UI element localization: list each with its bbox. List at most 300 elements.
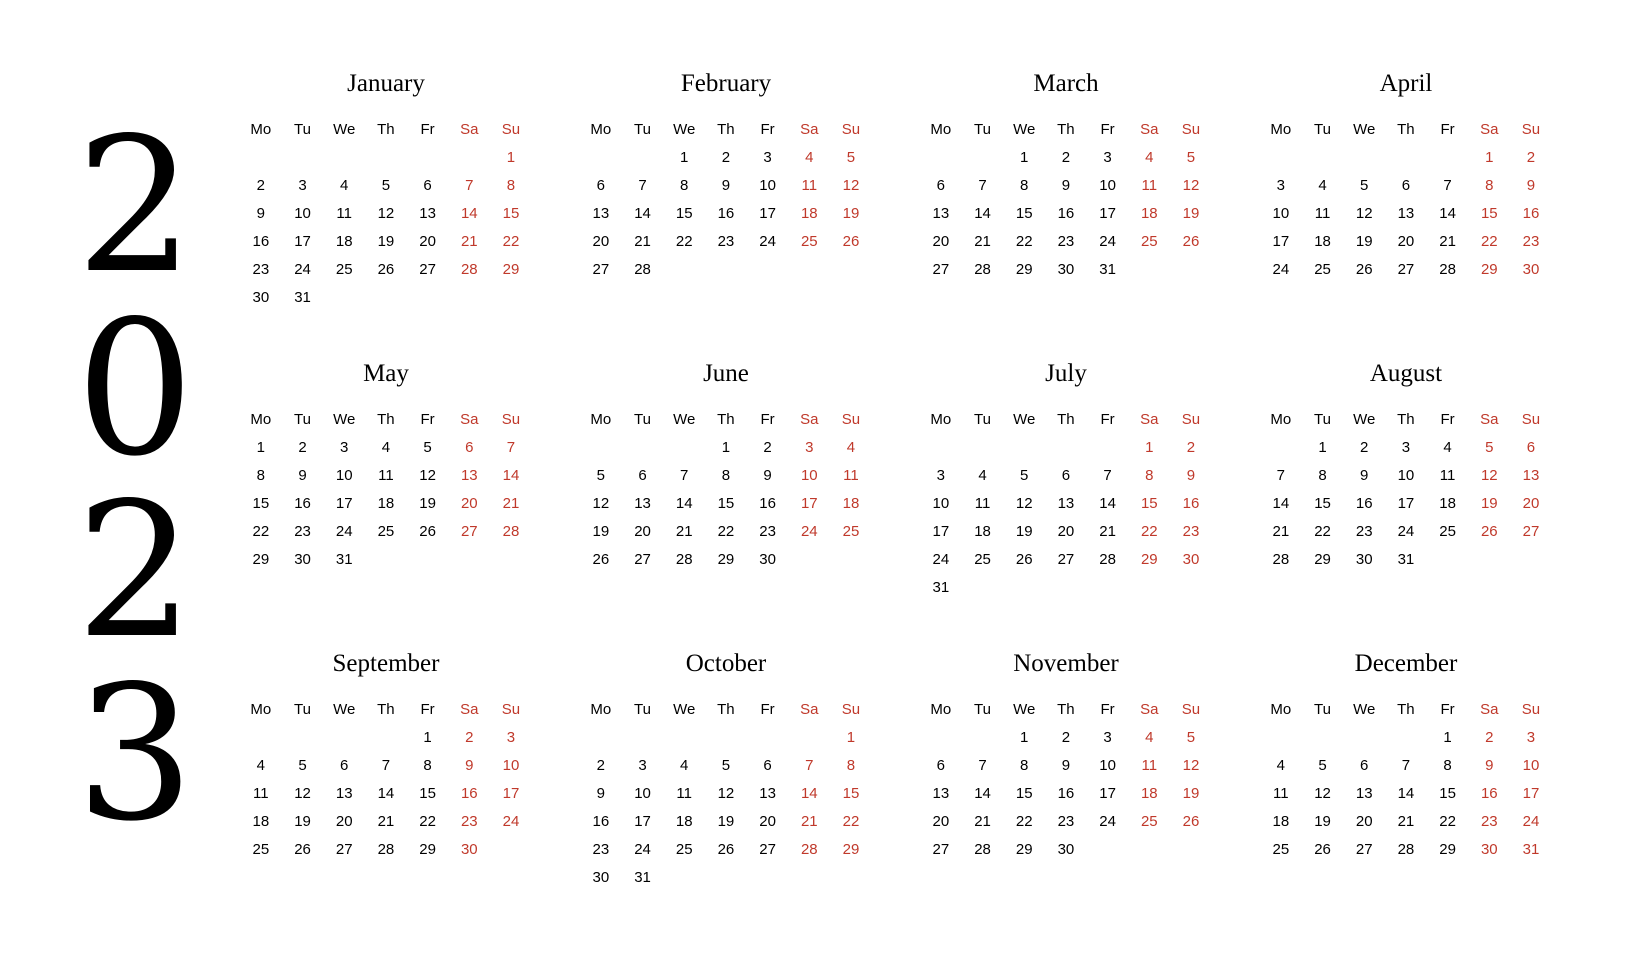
day-cell: 8 bbox=[1443, 757, 1452, 774]
day-cell: 24 bbox=[1522, 813, 1540, 830]
day-cell: 6 bbox=[465, 439, 474, 456]
day-cell: 1 bbox=[680, 149, 689, 166]
month-july bbox=[920, 356, 1212, 646]
day-cell: 26 bbox=[1182, 813, 1200, 830]
day-cell: 8 bbox=[1318, 467, 1327, 484]
day-cell: 10 bbox=[759, 177, 776, 194]
day-cell: 29 bbox=[502, 261, 520, 278]
weekday-header: Mo bbox=[250, 411, 272, 428]
day-cell: 25 bbox=[335, 261, 353, 278]
day-cell: 18 bbox=[252, 813, 270, 830]
day-cell: 22 bbox=[1439, 813, 1456, 830]
day-cell: 25 bbox=[252, 841, 270, 858]
day-cell: 3 bbox=[298, 177, 307, 194]
day-cell: 4 bbox=[1318, 177, 1327, 194]
day-cell: 20 bbox=[1397, 233, 1415, 250]
day-cell: 26 bbox=[1355, 261, 1373, 278]
day-cell: 9 bbox=[1485, 757, 1494, 774]
day-cell: 17 bbox=[1522, 785, 1540, 802]
weekday-header: Mo bbox=[930, 411, 952, 428]
day-cell: 14 bbox=[675, 495, 693, 512]
day-cell: 24 bbox=[502, 813, 520, 830]
day-cell: 12 bbox=[592, 495, 610, 512]
day-cell: 3 bbox=[638, 757, 647, 774]
day-cell: 11 bbox=[378, 467, 394, 484]
day-cell: 15 bbox=[1015, 785, 1033, 802]
day-cell: 14 bbox=[502, 467, 520, 484]
day-cell: 5 bbox=[1318, 757, 1327, 774]
year-digit: 2 bbox=[75, 97, 195, 314]
day-cell: 13 bbox=[634, 495, 651, 512]
day-cell: 19 bbox=[377, 233, 395, 250]
day-cell: 27 bbox=[460, 523, 478, 540]
day-cell: 10 bbox=[1272, 205, 1290, 222]
day-cell: 22 bbox=[502, 233, 520, 250]
day-cell: 1 bbox=[256, 439, 266, 456]
empty-day-cell bbox=[580, 434, 622, 462]
weekday-header: Th bbox=[1397, 121, 1415, 138]
day-cell: 26 bbox=[717, 841, 735, 858]
day-cell: 6 bbox=[1401, 177, 1411, 194]
empty-day-cell bbox=[920, 434, 962, 462]
day-cell: 20 bbox=[759, 813, 776, 830]
weekday-header: Mo bbox=[930, 121, 952, 138]
month-march bbox=[920, 66, 1212, 356]
weekday-header: We bbox=[1013, 121, 1036, 138]
weekday-header: Th bbox=[377, 701, 395, 718]
day-cell: 5 bbox=[1186, 729, 1196, 746]
day-cell: 10 bbox=[634, 785, 651, 802]
day-cell: 17 bbox=[502, 785, 520, 802]
weekday-header: Sa bbox=[460, 701, 479, 718]
day-cell: 22 bbox=[1140, 523, 1158, 540]
weekday-header: We bbox=[333, 701, 356, 718]
day-cell: 4 bbox=[846, 439, 856, 456]
weekday-header: Fr bbox=[420, 411, 435, 428]
day-cell: 4 bbox=[1443, 439, 1452, 456]
empty-day-cell bbox=[1260, 434, 1302, 462]
empty-day-cell bbox=[448, 144, 490, 172]
month-day-grid bbox=[240, 696, 532, 864]
day-cell: 9 bbox=[1526, 177, 1536, 194]
day-cell: 21 bbox=[1272, 523, 1290, 540]
day-cell: 19 bbox=[842, 205, 860, 222]
day-cell: 1 bbox=[1485, 149, 1494, 166]
day-cell: 29 bbox=[1480, 261, 1498, 278]
day-cell: 8 bbox=[846, 757, 856, 774]
day-cell: 8 bbox=[1020, 177, 1029, 194]
weekday-header: Sa bbox=[1480, 411, 1499, 428]
day-cell: 1 bbox=[1318, 439, 1327, 456]
empty-day-cell bbox=[323, 144, 365, 172]
empty-day-cell bbox=[663, 434, 705, 462]
month-december bbox=[1260, 646, 1552, 936]
weekday-header: Th bbox=[1057, 411, 1075, 428]
empty-day-cell bbox=[1385, 144, 1427, 172]
weekday-header: Fr bbox=[1440, 701, 1455, 718]
day-cell: 4 bbox=[1276, 757, 1286, 774]
weekday-header: Fr bbox=[420, 701, 435, 718]
weekday-header: Tu bbox=[1314, 411, 1331, 428]
day-cell: 4 bbox=[680, 757, 689, 774]
weekday-header: Fr bbox=[420, 121, 435, 138]
day-cell: 3 bbox=[805, 439, 814, 456]
day-cell: 3 bbox=[1401, 439, 1411, 456]
weekday-header: Th bbox=[377, 411, 395, 428]
day-cell: 2 bbox=[721, 149, 731, 166]
day-cell: 1 bbox=[1020, 149, 1029, 166]
weekday-header: Mo bbox=[1270, 121, 1292, 138]
day-cell: 7 bbox=[978, 757, 987, 774]
day-cell: 3 bbox=[1526, 729, 1536, 746]
day-cell: 8 bbox=[680, 177, 689, 194]
day-cell: 23 bbox=[1355, 523, 1373, 540]
month-day-grid bbox=[580, 116, 872, 284]
day-cell: 8 bbox=[1020, 757, 1029, 774]
empty-day-cell bbox=[1087, 434, 1129, 462]
weekday-header: Mo bbox=[590, 411, 612, 428]
day-cell: 4 bbox=[1145, 149, 1154, 166]
day-cell: 28 bbox=[800, 841, 818, 858]
day-cell: 13 bbox=[759, 785, 776, 802]
month-name: May bbox=[363, 360, 409, 387]
day-cell: 21 bbox=[377, 813, 395, 830]
day-cell: 12 bbox=[419, 467, 436, 484]
day-cell: 26 bbox=[1015, 551, 1033, 568]
weekday-header: Th bbox=[1397, 411, 1415, 428]
weekday-header: Tu bbox=[974, 701, 991, 718]
day-cell: 13 bbox=[1522, 467, 1540, 484]
day-cell: 7 bbox=[1443, 177, 1452, 194]
day-cell: 2 bbox=[256, 177, 266, 194]
day-cell: 27 bbox=[1057, 551, 1075, 568]
day-cell: 23 bbox=[252, 261, 270, 278]
day-cell: 20 bbox=[419, 233, 436, 250]
day-cell: 28 bbox=[634, 261, 651, 278]
day-cell: 14 bbox=[377, 785, 395, 802]
weekday-header: Mo bbox=[250, 121, 272, 138]
weekday-header: Su bbox=[501, 411, 521, 428]
day-cell: 7 bbox=[978, 177, 987, 194]
day-cell: 19 bbox=[1182, 785, 1200, 802]
day-cell: 26 bbox=[377, 261, 395, 278]
day-cell: 22 bbox=[1480, 233, 1498, 250]
day-cell: 14 bbox=[1439, 205, 1456, 222]
weekday-header: We bbox=[673, 701, 696, 718]
day-cell: 5 bbox=[1485, 439, 1494, 456]
weekday-header: Mo bbox=[1270, 701, 1292, 718]
month-june bbox=[580, 356, 872, 646]
day-cell: 9 bbox=[721, 177, 731, 194]
day-cell: 29 bbox=[1314, 551, 1331, 568]
weekday-header: Tu bbox=[294, 701, 311, 718]
day-cell: 14 bbox=[634, 205, 651, 222]
weekday-header: Mo bbox=[590, 701, 612, 718]
day-cell: 2 bbox=[596, 757, 606, 774]
day-cell: 20 bbox=[460, 495, 478, 512]
empty-day-cell bbox=[962, 434, 1004, 462]
day-cell: 24 bbox=[634, 841, 651, 858]
day-cell: 25 bbox=[377, 523, 395, 540]
day-cell: 30 bbox=[294, 551, 311, 568]
weekday-header: We bbox=[333, 121, 356, 138]
month-september bbox=[240, 646, 532, 936]
day-cell: 12 bbox=[1182, 177, 1200, 194]
empty-day-cell bbox=[1385, 724, 1427, 752]
day-cell: 14 bbox=[1397, 785, 1415, 802]
weekday-header: Sa bbox=[800, 121, 819, 138]
day-cell: 18 bbox=[675, 813, 693, 830]
day-cell: 30 bbox=[460, 841, 478, 858]
day-cell: 10 bbox=[335, 467, 353, 484]
day-cell: 17 bbox=[1099, 205, 1116, 222]
month-name: March bbox=[1033, 70, 1099, 97]
empty-day-cell bbox=[1302, 144, 1344, 172]
day-cell: 5 bbox=[1020, 467, 1029, 484]
day-cell: 29 bbox=[1015, 261, 1033, 278]
day-cell: 12 bbox=[1182, 757, 1200, 774]
day-cell: 24 bbox=[1099, 813, 1116, 830]
empty-day-cell bbox=[962, 724, 1004, 752]
months-grid bbox=[240, 66, 1600, 936]
day-cell: 19 bbox=[592, 523, 610, 540]
day-cell: 9 bbox=[256, 205, 266, 222]
day-cell: 22 bbox=[1314, 523, 1331, 540]
day-cell: 15 bbox=[419, 785, 436, 802]
day-cell: 19 bbox=[419, 495, 436, 512]
day-cell: 1 bbox=[846, 729, 856, 746]
weekday-header: Mo bbox=[250, 701, 272, 718]
day-cell: 17 bbox=[932, 523, 950, 540]
day-cell: 30 bbox=[592, 869, 610, 886]
weekday-header: Fr bbox=[760, 121, 775, 138]
day-cell: 13 bbox=[932, 205, 950, 222]
day-cell: 15 bbox=[252, 495, 270, 512]
day-cell: 19 bbox=[1015, 523, 1033, 540]
day-cell: 24 bbox=[1099, 233, 1116, 250]
day-cell: 22 bbox=[1015, 233, 1033, 250]
empty-day-cell bbox=[622, 724, 664, 752]
day-cell: 21 bbox=[974, 233, 991, 250]
day-cell: 21 bbox=[974, 813, 991, 830]
month-name: December bbox=[1354, 650, 1458, 677]
day-cell: 12 bbox=[1480, 467, 1498, 484]
weekday-header: We bbox=[1353, 701, 1376, 718]
day-cell: 26 bbox=[1314, 841, 1331, 858]
month-name: June bbox=[703, 360, 749, 387]
day-cell: 4 bbox=[256, 757, 266, 774]
empty-day-cell bbox=[920, 724, 962, 752]
day-cell: 1 bbox=[1020, 729, 1029, 746]
day-cell: 21 bbox=[1439, 233, 1456, 250]
day-cell: 18 bbox=[377, 495, 395, 512]
weekday-header: Fr bbox=[1100, 411, 1115, 428]
weekday-header: Fr bbox=[760, 701, 775, 718]
day-cell: 30 bbox=[1480, 841, 1498, 858]
weekday-header: Su bbox=[1181, 121, 1201, 138]
weekday-header: Fr bbox=[1100, 121, 1115, 138]
day-cell: 18 bbox=[974, 523, 991, 540]
weekday-header: We bbox=[1013, 701, 1036, 718]
weekday-header: Sa bbox=[800, 411, 819, 428]
day-cell: 5 bbox=[1186, 149, 1196, 166]
month-day-grid bbox=[580, 696, 872, 892]
weekday-header: Sa bbox=[1140, 411, 1159, 428]
month-name: February bbox=[680, 70, 772, 97]
weekday-header: Sa bbox=[1480, 701, 1499, 718]
weekday-header: Th bbox=[717, 411, 735, 428]
day-cell: 2 bbox=[1186, 439, 1196, 456]
day-cell: 3 bbox=[1103, 149, 1112, 166]
day-cell: 28 bbox=[502, 523, 520, 540]
month-name: July bbox=[1045, 360, 1087, 387]
day-cell: 27 bbox=[1522, 523, 1540, 540]
day-cell: 4 bbox=[978, 467, 987, 484]
day-cell: 5 bbox=[1360, 177, 1369, 194]
day-cell: 13 bbox=[1397, 205, 1415, 222]
day-cell: 26 bbox=[1182, 233, 1200, 250]
day-cell: 20 bbox=[1522, 495, 1540, 512]
day-cell: 8 bbox=[721, 467, 731, 484]
day-cell: 4 bbox=[805, 149, 814, 166]
weekday-header: Su bbox=[841, 121, 861, 138]
day-cell: 9 bbox=[1061, 757, 1071, 774]
day-cell: 2 bbox=[298, 439, 307, 456]
day-cell: 27 bbox=[592, 261, 610, 278]
month-name: August bbox=[1369, 360, 1443, 387]
month-day-grid bbox=[920, 406, 1212, 602]
day-cell: 19 bbox=[294, 813, 311, 830]
day-cell: 9 bbox=[1061, 177, 1071, 194]
day-cell: 22 bbox=[419, 813, 436, 830]
day-cell: 20 bbox=[1355, 813, 1373, 830]
day-cell: 28 bbox=[1099, 551, 1116, 568]
day-cell: 10 bbox=[1099, 177, 1116, 194]
day-cell: 21 bbox=[502, 495, 520, 512]
day-cell: 25 bbox=[842, 523, 860, 540]
day-cell: 11 bbox=[974, 495, 991, 512]
day-cell: 15 bbox=[1140, 495, 1158, 512]
day-cell: 20 bbox=[1057, 523, 1075, 540]
day-cell: 13 bbox=[1355, 785, 1373, 802]
day-cell: 27 bbox=[1355, 841, 1373, 858]
empty-day-cell bbox=[920, 144, 962, 172]
day-cell: 31 bbox=[294, 289, 311, 306]
day-cell: 5 bbox=[298, 757, 307, 774]
day-cell: 12 bbox=[1355, 205, 1373, 222]
day-cell: 3 bbox=[1103, 729, 1112, 746]
month-january bbox=[240, 66, 532, 356]
day-cell: 14 bbox=[974, 205, 991, 222]
day-cell: 6 bbox=[340, 757, 349, 774]
month-day-grid bbox=[920, 696, 1212, 864]
day-cell: 25 bbox=[1314, 261, 1331, 278]
weekday-header: Tu bbox=[634, 701, 651, 718]
day-cell: 18 bbox=[335, 233, 353, 250]
day-cell: 11 bbox=[1141, 757, 1158, 774]
day-cell: 6 bbox=[1061, 467, 1071, 484]
empty-day-cell bbox=[240, 724, 282, 752]
month-august bbox=[1260, 356, 1552, 646]
day-cell: 23 bbox=[1057, 813, 1075, 830]
day-cell: 1 bbox=[1443, 729, 1452, 746]
day-cell: 29 bbox=[252, 551, 270, 568]
month-november bbox=[920, 646, 1212, 936]
day-cell: 10 bbox=[294, 205, 311, 222]
day-cell: 19 bbox=[1314, 813, 1331, 830]
weekday-header: Th bbox=[1057, 121, 1075, 138]
day-cell: 3 bbox=[506, 729, 516, 746]
day-cell: 29 bbox=[717, 551, 735, 568]
empty-day-cell bbox=[1260, 724, 1302, 752]
day-cell: 29 bbox=[1015, 841, 1033, 858]
empty-day-cell bbox=[663, 724, 705, 752]
day-cell: 24 bbox=[800, 523, 818, 540]
day-cell: 22 bbox=[252, 523, 270, 540]
empty-day-cell bbox=[1343, 724, 1385, 752]
day-cell: 17 bbox=[294, 233, 311, 250]
day-cell: 15 bbox=[675, 205, 693, 222]
weekday-header: Tu bbox=[1314, 701, 1331, 718]
day-cell: 13 bbox=[335, 785, 353, 802]
weekday-header: We bbox=[673, 411, 696, 428]
day-cell: 10 bbox=[1522, 757, 1540, 774]
weekday-header: Fr bbox=[760, 411, 775, 428]
day-cell: 24 bbox=[1397, 523, 1415, 540]
weekday-header: Tu bbox=[294, 121, 311, 138]
day-cell: 7 bbox=[1103, 467, 1112, 484]
day-cell: 6 bbox=[763, 757, 772, 774]
day-cell: 11 bbox=[1314, 205, 1331, 222]
day-cell: 18 bbox=[1439, 495, 1456, 512]
weekday-header: Sa bbox=[1140, 121, 1159, 138]
day-cell: 20 bbox=[592, 233, 610, 250]
day-cell: 3 bbox=[1276, 177, 1286, 194]
day-cell: 30 bbox=[1522, 261, 1540, 278]
day-cell: 14 bbox=[460, 205, 478, 222]
weekday-header: Sa bbox=[460, 411, 479, 428]
day-cell: 1 bbox=[1145, 439, 1154, 456]
empty-day-cell bbox=[365, 724, 407, 752]
month-name: January bbox=[347, 70, 425, 97]
weekday-header: We bbox=[1353, 121, 1376, 138]
day-cell: 25 bbox=[800, 233, 818, 250]
empty-day-cell bbox=[240, 144, 282, 172]
weekday-header: Sa bbox=[800, 701, 819, 718]
day-cell: 5 bbox=[596, 467, 606, 484]
day-cell: 3 bbox=[340, 439, 349, 456]
day-cell: 25 bbox=[1140, 233, 1158, 250]
day-cell: 2 bbox=[1061, 729, 1071, 746]
weekday-header: Su bbox=[501, 121, 521, 138]
day-cell: 31 bbox=[932, 579, 950, 596]
day-cell: 27 bbox=[759, 841, 776, 858]
empty-day-cell bbox=[580, 144, 622, 172]
weekday-header: Mo bbox=[930, 701, 952, 718]
day-cell: 13 bbox=[592, 205, 610, 222]
month-day-grid bbox=[920, 116, 1212, 284]
day-cell: 25 bbox=[1272, 841, 1290, 858]
day-cell: 30 bbox=[759, 551, 776, 568]
day-cell: 5 bbox=[423, 439, 432, 456]
day-cell: 8 bbox=[506, 177, 516, 194]
day-cell: 5 bbox=[721, 757, 731, 774]
day-cell: 4 bbox=[381, 439, 391, 456]
day-cell: 11 bbox=[676, 785, 692, 802]
day-cell: 31 bbox=[1099, 261, 1116, 278]
day-cell: 4 bbox=[1145, 729, 1154, 746]
day-cell: 13 bbox=[932, 785, 950, 802]
